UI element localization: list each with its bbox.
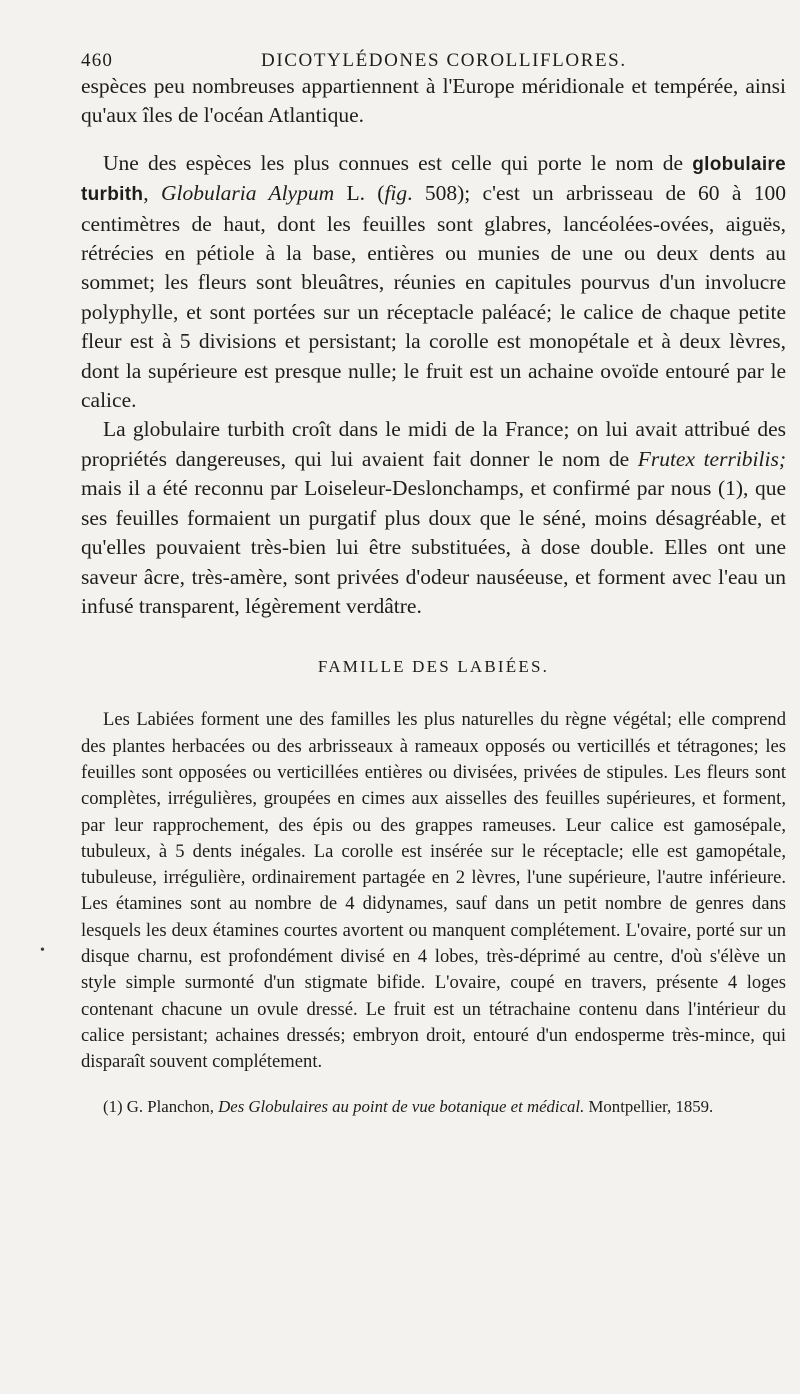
running-title: DICOTYLÉDONES COROLLIFLORES. — [261, 50, 627, 71]
paragraph-turbith-properties — [81, 415, 786, 621]
footnote-work-title: Des Globulaires au point de vue botanique et médical. — [218, 1097, 585, 1117]
description-text: . 508); c'est un arbrisseau de 60 à 100 centimètres de haut, dont les feuilles sont glabres, lancéolées-ovées, aiguës, rétrécies en pétiole à la base, entières ou munies de une ou deux dents au sommet; les fleurs sont bleuâtres, réunies en capitules pourvus d'un involucre polyphylle, et sont portées sur un réceptacle paléacé; le calice de chaque petite fleur est à 5 divisions et persistant; la corolle est monopétale et à deux lèvres, dont la supérieure est presque nulle; le fruit est un achaine ovoïde entouré par le calice. — [81, 181, 786, 413]
paragraph-labiees: Les Labiées forment une des familles les plus naturelles du règne végétal; elle comprend des plantes herbacées ou des arbrisseaux à rameaux opposés ou verticillés et tétragones; les feuilles sont opposées ou verticillées entières ou divisées, privées de stipules. Les fleurs sont complètes, irrégulières, groupées en cimes aux aisselles des feuilles supérieures, et forment, par leur rapprochement, des épis ou des grappes rameuses. Leur calice est gamosépale, tubuleux, à 5 dents inégales. La corolle est insérée sur le réceptacle; elle est gamopétale, tubuleuse, irrégulière, ordinairement partagée en 2 lèvres, l'une supérieure, l'autre inférieure. Les étamines sont au nombre de 4 didynames, sauf dans un petit nombre de genres dans lesquels les deux étamines courtes avortent ou manquent complétement. L'ovaire, porté sur un disque charnu, est profondément divisé en 4 lobes, très-déprimé au centre, d'où s'élève un style simple surmonté d'un stigmate bifide. L'ovaire, coupé en travers, présente 4 loges contenant chacune un ovule dressé. Le fruit est un tétrachaine contenu dans l'intérieur du calice persistant; achaines dressés; embryon droit, entouré d'un endosperme très-mince, qui disparaît souvent complétement. — [81, 709, 786, 1073]
page-number: 460 — [81, 50, 114, 71]
figure-label: fig — [384, 181, 408, 206]
paragraph-globulaire-description — [81, 149, 786, 416]
paragraph-continuation: espèces peu nombreuses appartiennent à l'Europe méridionale et tempérée, ainsi qu'aux îles de l'océan Atlantique. — [81, 74, 786, 128]
species-binomial: Globularia Alypum — [160, 181, 335, 206]
margin-mark: • — [40, 943, 45, 958]
properties-text: mais il a été reconnu par Loiseleur-Deslonchamps, et confirmé par nous (1), que ses feuilles formaient un purgatif plus doux que le séné, moins désagréable, et qu'elles pouvaient très-bien lui être substituées, à dose double. Elles ont une saveur âcre, très-amère, sont privées d'odeur nauséeuse, et forment avec l'eau un infusé transparent, légèrement verdâtre. — [81, 476, 786, 618]
common-name-term: globulaire turbith — [81, 153, 786, 206]
separator: , — [143, 181, 161, 206]
running-header — [81, 38, 786, 72]
paragraph-lead: La globulaire turbith croît dans le midi de la France; on lui avait attribué des propriétés dangereuses, qui lui avaient fait donner le nom de — [81, 417, 786, 471]
footnote-imprint: Montpellier, 1859. — [584, 1097, 714, 1117]
section-heading: FAMILLE DES LABIÉES. — [317, 657, 550, 677]
author-abbrev: L. ( — [334, 181, 385, 206]
footnote — [81, 1095, 786, 1119]
latin-name: Frutex terribilis; — [637, 446, 786, 471]
footnote-lead: (1) G. Planchon, — [103, 1097, 219, 1117]
paragraph-lead: Une des espèces les plus connues est celle qui porte le nom de — [103, 150, 693, 175]
